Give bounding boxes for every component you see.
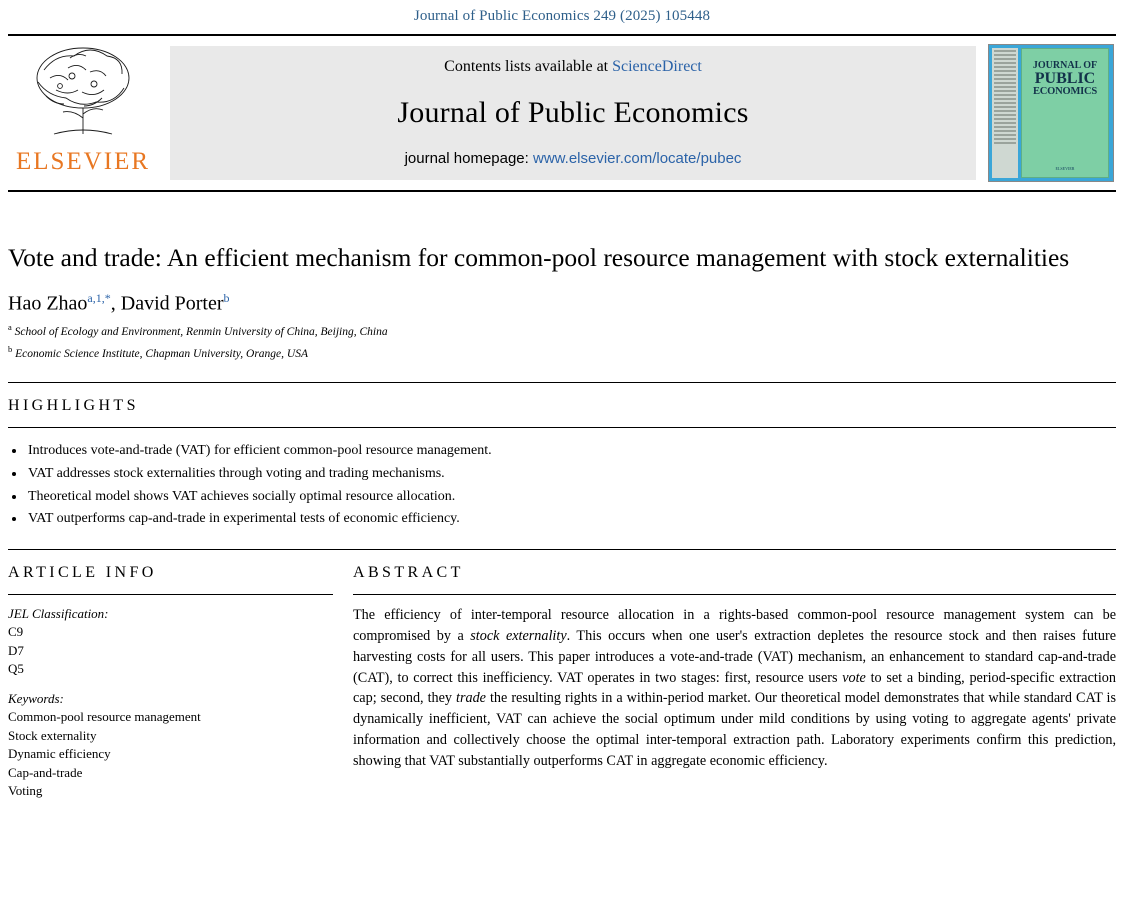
keyword: Common-pool resource management — [8, 709, 201, 725]
cover-line-2: PUBLIC — [1034, 70, 1096, 87]
info-abstract-columns — [8, 550, 1116, 801]
highlights-section — [0, 397, 1124, 415]
contents-prefix: Contents lists available at — [444, 58, 613, 75]
keyword: Voting — [8, 783, 43, 799]
abstract-heading: ABSTRACT — [353, 563, 464, 581]
highlights-top-rule — [8, 382, 1116, 383]
jel-code: Q5 — [8, 661, 24, 677]
keyword: Stock externality — [8, 727, 97, 743]
homepage-line — [405, 150, 742, 167]
article-info-heading: ARTICLE INFO — [8, 563, 157, 581]
affiliation-text: Economic Science Institute, Chapman University, Orange, USA — [15, 347, 308, 360]
journal-cover-thumbnail[interactable] — [988, 44, 1114, 182]
abstract-text: the resulting rights in a within-period market. Our theoretical model demonstrates that while standard CAT is dynamically inefficient, VAT can achieve the social optimum under mild conditions by using voting to aggregate agents' private information and collectively choose the optimal inter-temporal extraction path. Laboratory experiments confirm this prediction, showing that VAT substantially outperforms CAT in aggregate economic efficiency. — [353, 690, 1117, 770]
affiliation-mark: b — [8, 343, 13, 354]
running-head: Journal of Public Economics 249 (2025) 105448 — [413, 8, 711, 24]
journal-masthead — [8, 34, 1116, 192]
jel-code: D7 — [8, 642, 24, 658]
author-name[interactable]: David Porter — [120, 292, 224, 315]
affiliation-text: School of Ecology and Environment, Renmin University of China, Beijing, China — [14, 326, 388, 339]
affiliation — [8, 321, 1116, 341]
cover-front — [1021, 48, 1109, 178]
page-title: Vote and trade: An efficient mechanism for common-pool resource management with stock externalities — [8, 243, 1070, 272]
journal-title: Journal of Public Economics — [397, 96, 749, 129]
contents-line — [444, 58, 702, 76]
abstract-text: The efficiency of inter-temporal resource allocation in a rights-based common-pool resource management system can be compromised by a — [353, 606, 1116, 644]
contents-block — [170, 46, 976, 180]
keywords-label: Keywords: — [8, 690, 64, 706]
article-info-body — [8, 605, 333, 801]
spacer — [8, 679, 333, 690]
homepage-prefix: journal homepage: — [404, 150, 533, 167]
abstract-emphasis: vote — [842, 669, 866, 686]
cover-line-1: JOURNAL OF — [1032, 60, 1098, 71]
jel-code: C9 — [8, 624, 24, 640]
article-info-rule — [8, 594, 333, 595]
author-marks: b — [223, 290, 230, 305]
abstract-body — [353, 605, 1116, 772]
list-item: • Theoretical model shows VAT achieves socially optimal resource allocation. — [26, 486, 1116, 509]
sciencedirect-link[interactable]: ScienceDirect — [612, 58, 702, 75]
abstract-text: . This occurs when one user's extraction depletes the resource stock and then raises future harvesting costs for all users. This paper introduces a vote-and-trade (VAT) mechanism, an enhancement to standard cap-and-trade (CAT), to correct this inefficiency. VAT operates in two stages: first, resource users — [353, 627, 1116, 686]
journal-homepage-link[interactable]: www.elsevier.com/locate/pubec — [533, 150, 742, 167]
highlights-heading: HIGHLIGHTS — [8, 397, 139, 415]
keyword: Cap-and-trade — [8, 764, 83, 780]
cover-publisher: ELSEVIER — [1055, 166, 1075, 171]
cover-line-3: ECONOMICS — [1032, 86, 1098, 97]
author-list: Hao Zhao$^{a,1,*}$, David Porter$^b$ — [8, 290, 230, 315]
abstract-text: to set a binding, period-specific extraction cap; second, they — [353, 669, 1116, 707]
author-marks: a,1,* — [87, 290, 111, 305]
highlights-list — [8, 428, 1116, 531]
abstract-rule — [353, 594, 1116, 595]
abstract-emphasis: trade — [456, 690, 486, 707]
author-name[interactable]: Hao Zhao — [8, 292, 88, 315]
abstract-column — [353, 564, 1116, 801]
article-header — [0, 242, 1124, 362]
list-item: • Introduces vote-and-trade (VAT) for efficient common-pool resource management. — [26, 440, 1116, 463]
jel-label: JEL Classification: — [8, 605, 109, 621]
highlights-body — [0, 428, 1124, 531]
keyword: Dynamic efficiency — [8, 746, 111, 762]
elsevier-wordmark: ELSEVIER — [15, 148, 151, 175]
affiliation — [8, 343, 1116, 363]
elsevier-tree-icon — [24, 42, 142, 146]
elsevier-logo — [8, 36, 158, 190]
article-info-column — [8, 564, 353, 801]
list-item: • VAT addresses stock externalities through voting and trading mechanisms. — [26, 463, 1116, 486]
affiliation-mark: a — [8, 322, 12, 333]
list-item: • VAT outperforms cap-and-trade in experimental tests of economic efficiency. — [26, 508, 1116, 531]
cover-spine-text — [992, 48, 1018, 178]
abstract-emphasis: stock externality — [470, 627, 567, 644]
